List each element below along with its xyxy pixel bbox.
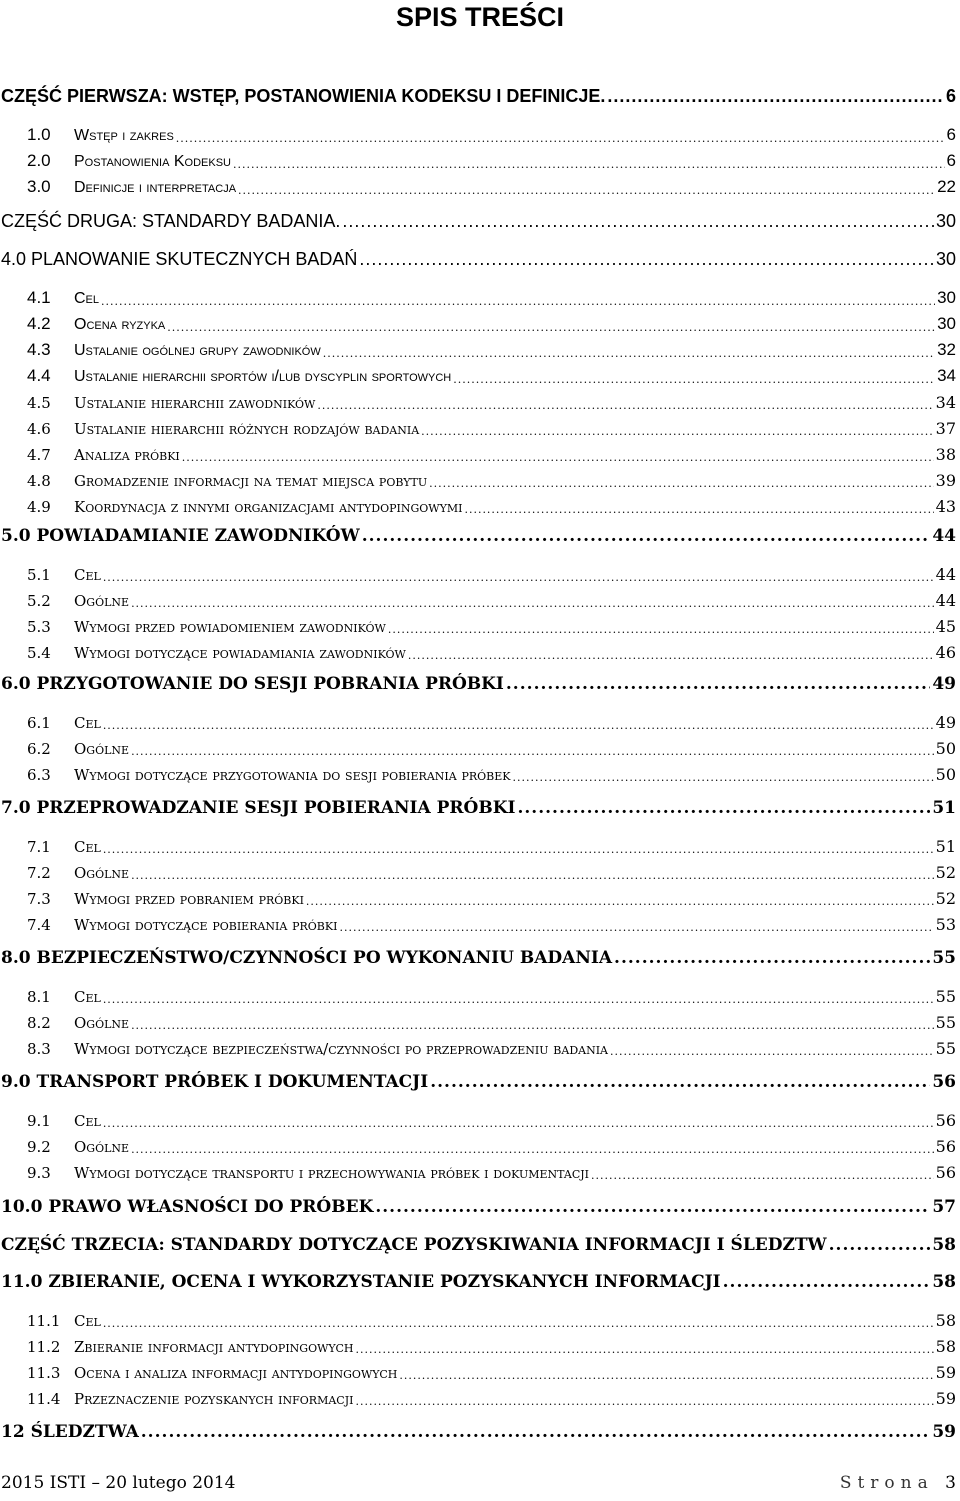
toc-entry[interactable]: [0, 492, 960, 516]
toc-dot-leader: [317, 399, 933, 412]
toc-dot-leader: [342, 211, 934, 232]
toc-entry-label: Cel: [74, 566, 101, 584]
toc-entry-page: 59: [935, 1363, 956, 1382]
toc-entry-label: Cel: [74, 1112, 101, 1130]
toc-entry-label: Gromadzenie informacji na temat miejsca pobytu: [74, 472, 428, 490]
toc-dot-leader: [103, 571, 934, 584]
toc-entry-label: Cel: [74, 1312, 101, 1330]
toc-entry-number: 6.2: [27, 740, 51, 758]
toc-entry[interactable]: [0, 884, 960, 908]
toc-entry[interactable]: [0, 310, 960, 334]
toc-entry-label: Ogólne: [74, 592, 130, 610]
toc-entry-number: 11.4: [27, 1390, 61, 1408]
toc-entry[interactable]: [0, 147, 960, 171]
toc-entry-page: 50: [935, 739, 956, 758]
toc-entry[interactable]: [0, 121, 960, 145]
toc-entry-label: 11.0 ZBIERANIE, OCENA I WYKORZYSTANIE POZYSKANYCH INFORMACJI: [1, 1272, 721, 1292]
toc-entry-number: 9.3: [27, 1164, 51, 1182]
toc-dot-leader: [103, 843, 934, 856]
toc-entry-label: 10.0 PRAWO WŁASNOŚCI DO PRÓBEK: [1, 1197, 374, 1217]
toc-entry[interactable]: [0, 1306, 960, 1330]
toc-entry-number: 4.5: [27, 394, 51, 412]
toc-entry-number: 4.9: [27, 498, 51, 516]
toc-dot-leader: [429, 477, 934, 490]
toc-dot-leader: [430, 1072, 930, 1092]
toc-entry-number: 7.2: [27, 864, 51, 882]
toc-entry[interactable]: [0, 1418, 960, 1442]
toc-entry-number: 2.0: [27, 151, 51, 170]
toc-entry-label: 6.0 PRZYGOTOWANIE DO SESJI POBRANIA PRÓBKI: [1, 674, 504, 694]
toc-dot-leader: [131, 597, 934, 610]
toc-entry[interactable]: [0, 1106, 960, 1130]
toc-dot-leader: [141, 1422, 931, 1442]
toc-entry-page: 52: [935, 889, 956, 908]
toc-dot-leader: [513, 771, 934, 784]
toc-entry-label: Ustalanie hierarchii sportów i/lub dyscyplin sportowych: [74, 368, 452, 385]
toc-dot-leader: [131, 1019, 934, 1032]
toc-entry-page: 59: [935, 1389, 956, 1408]
toc-dot-leader: [607, 86, 944, 107]
toc-entry-page: 6: [946, 125, 956, 144]
toc-entry-label: Przeznaczenie pozyskanych informacji: [74, 1390, 354, 1408]
toc-entry-page: 58: [935, 1311, 956, 1330]
toc-entry-label: Wymogi przed pobraniem próbki: [74, 890, 304, 908]
toc-entry-page: 44: [935, 591, 956, 610]
toc-entry-page: 55: [932, 948, 956, 968]
toc-entry[interactable]: [0, 173, 960, 197]
toc-entry-page: 50: [935, 765, 956, 784]
toc-dot-leader: [362, 526, 931, 546]
toc-dot-leader: [359, 249, 934, 270]
toc-entry-label: Cel: [74, 714, 101, 732]
toc-entry-page: 56: [935, 1163, 956, 1182]
toc-entry[interactable]: [0, 522, 960, 546]
toc-entry[interactable]: [0, 362, 960, 386]
toc-entry-label: 5.0 POWIADAMIANIE ZAWODNIKÓW: [1, 526, 360, 546]
toc-entry[interactable]: [0, 83, 960, 107]
toc-entry-page: 58: [935, 1337, 956, 1356]
toc-entry[interactable]: [0, 734, 960, 758]
toc-entry-label: Wymogi dotyczące pobierania próbki: [74, 916, 338, 934]
toc-entry-number: 8.2: [27, 1014, 51, 1032]
toc-entry[interactable]: [0, 1358, 960, 1382]
toc-entry-number: 11.1: [27, 1312, 61, 1330]
toc-entry-page: 37: [935, 419, 956, 438]
toc-entry-page: 55: [935, 1013, 956, 1032]
toc-entry[interactable]: [0, 440, 960, 464]
toc-entry-label: Wymogi dotyczące powiadamiania zawodników: [74, 644, 406, 662]
toc-entry-number: 6.1: [27, 714, 51, 732]
toc-entry-label: Ogólne: [74, 1138, 130, 1156]
toc-entry-number: 9.2: [27, 1138, 51, 1156]
toc-entry-page: 30: [935, 249, 956, 269]
toc-entry-page: 30: [937, 314, 956, 333]
toc-entry-label: Ocena ryzyka: [74, 316, 166, 333]
toc-entry[interactable]: [0, 466, 960, 490]
toc-entry-page: 22: [937, 177, 956, 196]
toc-dot-leader: [723, 1272, 931, 1292]
toc-entry[interactable]: [0, 1132, 960, 1156]
toc-entry-label: CZĘŚĆ DRUGA: STANDARDY BADANIA.: [1, 211, 341, 231]
toc-entry[interactable]: [0, 1268, 960, 1292]
toc-entry-label: 4.0 PLANOWANIE SKUTECZNYCH BADAŃ: [1, 249, 358, 269]
toc-entry-number: 4.1: [27, 288, 51, 307]
toc-entry-label: Analiza próbki: [74, 446, 180, 464]
toc-entry-number: 8.1: [27, 988, 51, 1006]
toc-entry-page: 44: [935, 565, 956, 584]
toc-entry-label: 7.0 PRZEPROWADZANIE SESJI POBIERANIA PRÓBKI: [1, 798, 516, 818]
toc-entry-number: 5.2: [27, 592, 51, 610]
toc-entry-number: 7.1: [27, 838, 51, 856]
toc-entry-label: Ustalanie hierarchii zawodników: [74, 394, 316, 412]
toc-entry-label: 12 ŚLEDZTWA: [1, 1422, 139, 1442]
toc-dot-leader: [356, 1343, 934, 1356]
toc-entry[interactable]: [0, 1034, 960, 1058]
toc-entry[interactable]: [0, 794, 960, 818]
toc-entry[interactable]: [0, 388, 960, 412]
toc-entry-label: Ustalanie ogólnej grupy zawodników: [74, 342, 321, 359]
toc-dot-leader: [388, 623, 934, 636]
toc-entry-page: 34: [937, 366, 956, 385]
toc-entry-number: 5.4: [27, 644, 51, 662]
toc-dot-leader: [103, 993, 934, 1006]
toc-entry-page: 56: [935, 1137, 956, 1156]
toc-entry[interactable]: [0, 858, 960, 882]
toc-dot-leader: [323, 347, 935, 360]
toc-entry-label: Wymogi dotyczące przygotowania do sesji pobierania próbek: [74, 766, 511, 784]
toc-entry-number: 4.7: [27, 446, 51, 464]
toc-entry-page: 56: [932, 1072, 956, 1092]
toc-dot-leader: [306, 895, 934, 908]
toc-entry-label: Definicje i interpretacja: [74, 179, 237, 196]
toc-entry[interactable]: [0, 1008, 960, 1032]
toc-entry[interactable]: [0, 832, 960, 856]
toc-entry[interactable]: [0, 336, 960, 360]
footer-page-indicator: [840, 1473, 956, 1493]
toc-dot-leader: [176, 132, 945, 145]
toc-entry-number: 1.0: [27, 125, 51, 144]
toc-entry-page: 58: [932, 1235, 956, 1255]
toc-entry-page: 46: [935, 643, 956, 662]
toc-entry-number: 11.2: [27, 1338, 61, 1356]
toc-entry[interactable]: [0, 944, 960, 968]
toc-entry[interactable]: [0, 1158, 960, 1182]
toc-entry-page: 32: [937, 340, 956, 359]
toc-entry[interactable]: [0, 1332, 960, 1356]
toc-dot-leader: [131, 1143, 934, 1156]
footer-document-date: 2015 ISTI – 20 lutego 2014: [1, 1473, 236, 1493]
toc-entry-number: 5.3: [27, 618, 51, 636]
toc-entry[interactable]: [0, 708, 960, 732]
toc-entry-label: 9.0 TRANSPORT PRÓBEK I DOKUMENTACJI: [1, 1072, 429, 1092]
toc-entry[interactable]: [0, 414, 960, 438]
toc-dot-leader: [238, 184, 935, 197]
toc-entry-page: 49: [935, 713, 956, 732]
toc-entry[interactable]: [0, 1231, 960, 1255]
toc-dot-leader: [408, 649, 934, 662]
toc-entry-label: Zbieranie informacji antydopingowych: [74, 1338, 354, 1356]
toc-dot-leader: [829, 1235, 931, 1255]
toc-entry-label: CZĘŚĆ PIERWSZA: WSTĘP, POSTANOWIENIA KODEKSU I DEFINICJE.: [1, 86, 606, 106]
toc-entry-label: Wymogi dotyczące transportu i przechowywania próbek i dokumentacji: [74, 1164, 589, 1182]
toc-entry-number: 3.0: [27, 177, 51, 196]
toc-entry-label: Postanowienia Kodeksu: [74, 153, 231, 170]
page-footer: [0, 1473, 960, 1499]
toc-dot-leader: [453, 373, 935, 386]
toc-entry-page: 34: [935, 393, 956, 412]
toc-entry-number: 4.4: [27, 366, 51, 385]
toc-entry-page: 39: [935, 471, 956, 490]
toc-entry-label: Cel: [74, 838, 101, 856]
toc-dot-leader: [421, 425, 933, 438]
toc-entry-label: Ogólne: [74, 1014, 130, 1032]
toc-dot-leader: [506, 674, 930, 694]
toc-entry-number: 7.4: [27, 916, 51, 934]
toc-entry[interactable]: [0, 284, 960, 308]
toc-entry-label: Ustalanie hierarchii różnych rodzajów badania: [74, 420, 420, 438]
toc-entry-page: 49: [932, 674, 956, 694]
toc-entry-page: 30: [937, 288, 956, 307]
toc-dot-leader: [182, 451, 934, 464]
toc-entry[interactable]: [0, 612, 960, 636]
toc-entry[interactable]: [0, 208, 960, 232]
toc-dot-leader: [131, 869, 934, 882]
toc-entry-number: 4.3: [27, 340, 51, 359]
toc-dot-leader: [464, 503, 933, 516]
toc-entry-number: 4.6: [27, 420, 51, 438]
toc-entry[interactable]: [0, 560, 960, 584]
toc-entry-label: Wstęp i zakres: [74, 127, 174, 144]
page-title: SPIS TREŚCI: [395, 2, 565, 32]
toc-entry-label: Ocena i analiza informacji antydopingowych: [74, 1364, 398, 1382]
toc-dot-leader: [103, 1117, 934, 1130]
toc-entry-page: 51: [932, 798, 956, 818]
toc-entry-label: Cel: [74, 988, 101, 1006]
toc-entry-page: 56: [935, 1111, 956, 1130]
toc-entry-page: 57: [932, 1197, 956, 1217]
toc-entry-label: Cel: [74, 290, 100, 307]
toc-dot-leader: [233, 158, 945, 171]
toc-entry-label: 8.0 BEZPIECZEŃSTWO/CZYNNOŚCI PO WYKONANIU BADANIA: [1, 948, 613, 968]
toc-dot-leader: [375, 1197, 930, 1217]
toc-entry-page: 51: [935, 837, 956, 856]
toc-entry[interactable]: [0, 982, 960, 1006]
toc-entry[interactable]: [0, 1193, 960, 1217]
toc-dot-leader: [355, 1395, 933, 1408]
toc-dot-leader: [399, 1369, 933, 1382]
toc-dot-leader: [101, 295, 935, 308]
toc-entry-page: 44: [932, 526, 956, 546]
footer-page-number: 3: [945, 1473, 956, 1493]
toc-dot-leader: [103, 1317, 934, 1330]
toc-entry-label: Ogólne: [74, 740, 130, 758]
toc-entry-page: 59: [932, 1422, 956, 1442]
toc-entry-label: CZĘŚĆ TRZECIA: STANDARDY DOTYCZĄCE POZYSKIWANIA INFORMACJI I ŚLEDZTW: [1, 1235, 827, 1255]
toc-entry-page: 38: [935, 445, 956, 464]
toc-dot-leader: [131, 745, 934, 758]
toc-entry[interactable]: [0, 638, 960, 662]
toc-entry-number: 6.3: [27, 766, 51, 784]
toc-entry-page: 30: [935, 211, 956, 231]
toc-dot-leader: [517, 798, 930, 818]
toc-entry-page: 55: [935, 987, 956, 1006]
toc-entry-label: Wymogi dotyczące bezpieczeństwa/czynności po przeprowadzeniu badania: [74, 1040, 609, 1058]
toc-dot-leader: [167, 321, 935, 334]
toc-entry[interactable]: [0, 670, 960, 694]
toc-entry-page: 58: [932, 1272, 956, 1292]
toc-entry-page: 53: [935, 915, 956, 934]
toc-entry[interactable]: [0, 910, 960, 934]
toc-entry[interactable]: [0, 246, 960, 270]
toc-entry[interactable]: [0, 1384, 960, 1408]
toc-entry-label: Koordynacja z innymi organizacjami antydopingowymi: [74, 498, 463, 516]
toc-entry-number: 9.1: [27, 1112, 51, 1130]
toc-entry-page: 6: [945, 86, 956, 106]
toc-entry-number: 8.3: [27, 1040, 51, 1058]
toc-entry-number: 4.8: [27, 472, 51, 490]
toc-dot-leader: [103, 719, 934, 732]
toc-entry[interactable]: [0, 1068, 960, 1092]
toc-entry-number: 7.3: [27, 890, 51, 908]
toc-entry-page: 45: [935, 617, 956, 636]
toc-entry[interactable]: [0, 586, 960, 610]
toc-entry-number: 4.2: [27, 314, 51, 333]
toc-dot-leader: [610, 1045, 934, 1058]
toc-entry-page: 43: [935, 497, 956, 516]
toc-entry-page: 6: [946, 151, 956, 170]
toc-dot-leader: [591, 1169, 934, 1182]
toc-entry-number: 11.3: [27, 1364, 61, 1382]
toc-dot-leader: [339, 921, 933, 934]
toc-entry-label: Ogólne: [74, 864, 130, 882]
toc-entry[interactable]: [0, 760, 960, 784]
toc-entry-number: 5.1: [27, 566, 51, 584]
toc-entry-page: 52: [935, 863, 956, 882]
toc-entry-label: Wymogi przed powiadomieniem zawodników: [74, 618, 386, 636]
footer-page-label: Strona: [839, 1473, 934, 1493]
toc-entry-page: 55: [935, 1039, 956, 1058]
toc-dot-leader: [614, 948, 930, 968]
